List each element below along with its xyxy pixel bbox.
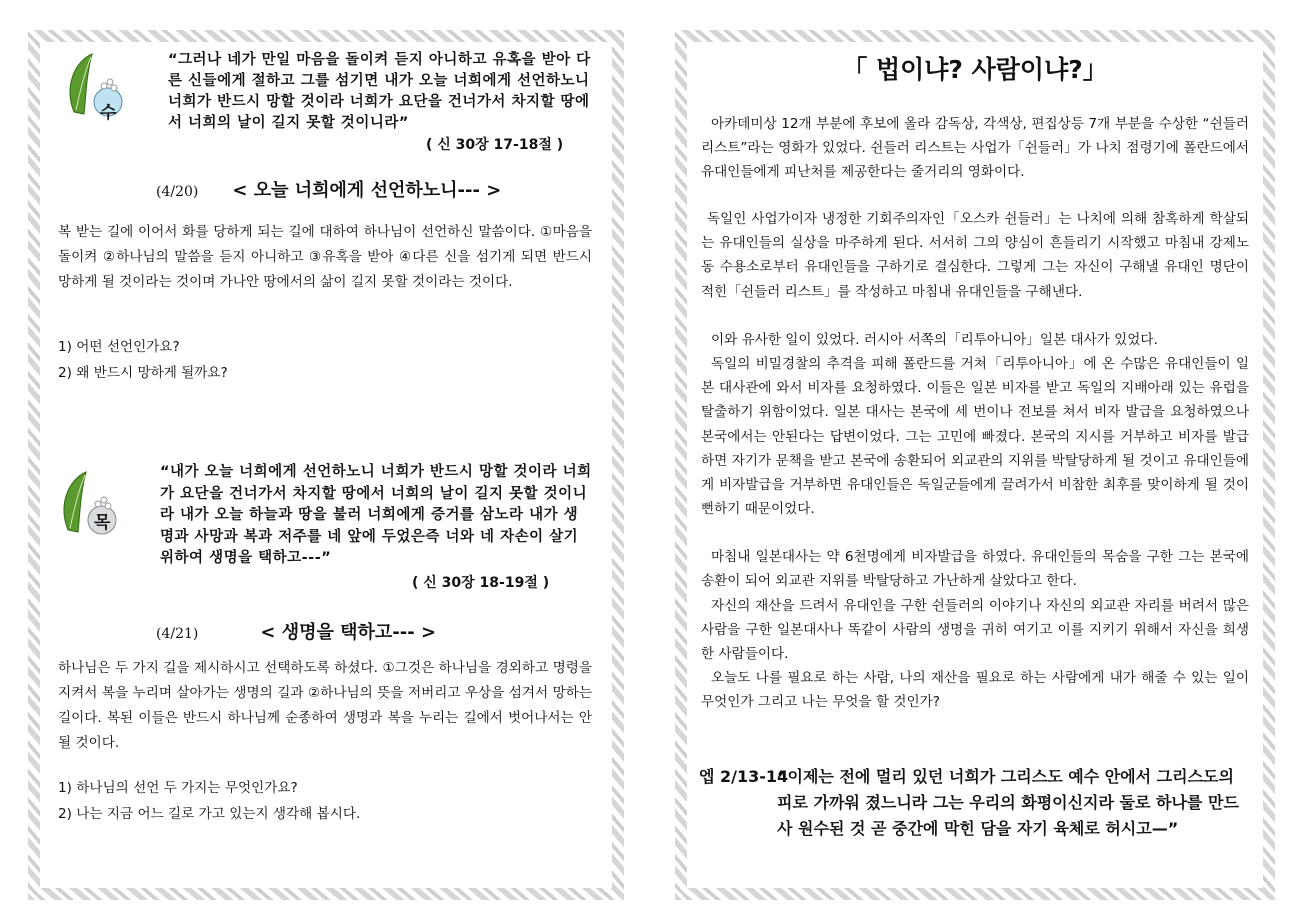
scripture-quote: “그러나 네가 만일 마음을 돌이켜 듣지 아니하고 유혹을 받아 다른 신들에게 절하고 그를 섬기면 내가 오늘 너희에게 선언하노니 너희가 반드시 망할 것이라 너희가 요단을 건너가서 차지할 땅에서 너희의 날이 길지 못할 것이니라” [168, 52, 591, 131]
question-1: 1) 어떤 선언인가요? [58, 339, 180, 355]
leaf-badge-label: 목 [94, 513, 111, 533]
leaf-badge-label: 수 [100, 103, 117, 123]
verse-reference: 엡 2/13-14 [699, 767, 789, 786]
section-date: (4/21) [156, 626, 199, 642]
article-paragraph: 자신의 재산을 드려서 유대인을 구한 쉰들러의 이야기나 자신의 외교관 자리를 버려서 많은 사람을 구한 일본대사나 똑같이 사람의 생명을 귀히 여기고 이를 지키기 위해서 자신을 희생한 사람들이다. [701, 598, 1249, 663]
scripture-reference: ( 신 30장 18-19절 ) [412, 575, 550, 591]
section-body: 하나님은 두 가지 길을 제시하시고 선택하도록 하셨다. ①그것은 하나님을 경외하고 명령을 지켜서 복을 누리며 살아가는 생명의 길과 ②하나님의 뜻을 저버리고 우상을 섬겨서 망하는 길이다. 복된 이들은 반드시 하나님께 순종하여 생명과 복을 누리는 길에서 벗어나서는 안될 것이다. [58, 660, 592, 751]
question-2: 2) 나는 지금 어느 길로 가고 있는지 생각해 봅시다. [58, 806, 361, 822]
section-title: < 생명을 택하고--- > [260, 622, 437, 643]
question-1: 1) 하나님의 선언 두 가지는 무엇인가요? [58, 780, 298, 796]
scripture-reference: ( 신 30장 17-18절 ) [426, 137, 564, 153]
article-paragraph: 아카데미상 12개 부분에 후보에 올라 감독상, 각색상, 편집상등 7개 부분을 수상한 “쉰들러 리스트”라는 영화가 있었다. 쉰들러 리스트는 사업가「쉰들러」가 나치 점령기에 폴란드에서 유대인들에게 피난처를 제공한다는 줄거리의 영화이다. [701, 116, 1249, 181]
article-paragraph: 오늘도 나를 필요로 하는 사람, 나의 재산을 필요로 하는 사람에게 내가 해줄 수 있는 일이 무엇인가 그리고 나는 무엇을 할 것인가? [701, 670, 1249, 711]
section-date: (4/20) [156, 184, 199, 200]
scripture-quote: “내가 오늘 너희에게 선언하노니 너희가 반드시 망할 것이라 너희가 요단을 건너가서 차지할 땅에서 너희의 날이 길지 못할 것이니라 내가 오늘 하늘과 땅을 불러 너희에게 증거를 삼노라 내가 생명과 사망과 복과 저주를 네 앞에 두었은즉 너와 네 자손이 살기 위하여 생명을 택하고---” [160, 464, 592, 566]
right-page [675, 30, 1275, 900]
left-page [28, 30, 624, 900]
section-heading [156, 176, 501, 202]
article-paragraph: 마침내 일본대사는 약 6천명에게 비자발급을 하였다. 유대인들의 목숨을 구한 그는 본국에 송환이 되어 외교관 지위를 박탈당하고 가난하게 살았다고 한다. [701, 549, 1249, 590]
article-paragraph: 이와 유사한 일이 있었다. 러시아 서쪽의「리투아니아」일본 대사가 있었다. [711, 332, 1158, 348]
verse-body: “이제는 전에 멀리 있던 너희가 그리스도 예수 안에서 그리스도의 피로 가까워 졌느니라 그는 우리의 화평이신지라 둘로 하나를 만드사 원수된 것 곧 중간에 막힌 담을 자기 육체로 허시고—” [777, 767, 1239, 838]
article-paragraph: 독일인 사업가이자 냉정한 기회주의자인「오스카 쉰들러」는 나치에 의해 참혹하게 학살되는 유대인들의 실상을 마주하게 된다. 서서히 그의 양심이 흔들리기 시작했고 마침내 강제노동 수용소로부터 유대인들을 구하기로 결심한다. 그렇게 그는 자신이 구해낼 유대인 명단이 적힌「쉰들러 리스트」를 작성하고 마침내 유대인들을 구해낸다. [701, 211, 1249, 300]
section-title: < 오늘 너희에게 선언하노니--- > [232, 180, 502, 201]
article-title: 「 법이냐? 사람이냐?」 [842, 55, 1108, 84]
question-2: 2) 왜 반드시 망하게 될까요? [58, 365, 228, 381]
article [699, 52, 1251, 878]
verse-text [777, 764, 1247, 842]
article-paragraph: 독일의 비밀경찰의 추격을 피해 폴란드를 거쳐「리투아니아」에 온 수많은 유대인들이 일본 대사관에 와서 비자를 요청하였다. 이들은 일본 비자를 받고 독일의 지배아래 있는 유럽을 탈출하기 위함이었다. 일본 대사는 본국에 세 번이나 전보를 쳐서 비자 발급을 요청하였으나 본국에서는 안된다는 답변이었다. 그는 고민에 빠졌다. 본국의 지시를 거부하고 비자를 발급하면 자기가 문책을 받고 본국에 송환되어 외교관의 지위를 박탈당하게 될 것이고 유대인들에게 비자발급을 거부하면 유대인들은 독일군들에게 끌려가서 비참한 최후를 맞이하게 될 것이 뻔하기 때문이었다. [701, 356, 1249, 518]
section-body: 복 받는 길에 이어서 화를 당하게 되는 길에 대하여 하나님이 선언하신 말씀이다. ①마음을 돌이켜 ②하나님의 말씀을 듣지 아니하고 ③유혹을 받아 ④다른 신을 섬기게 되면 반드시 망하게 될 것이라는 것이며 가나안 땅에서의 삶이 길지 못할 것이라는 것이다. [58, 224, 592, 290]
section-heading [156, 618, 436, 644]
